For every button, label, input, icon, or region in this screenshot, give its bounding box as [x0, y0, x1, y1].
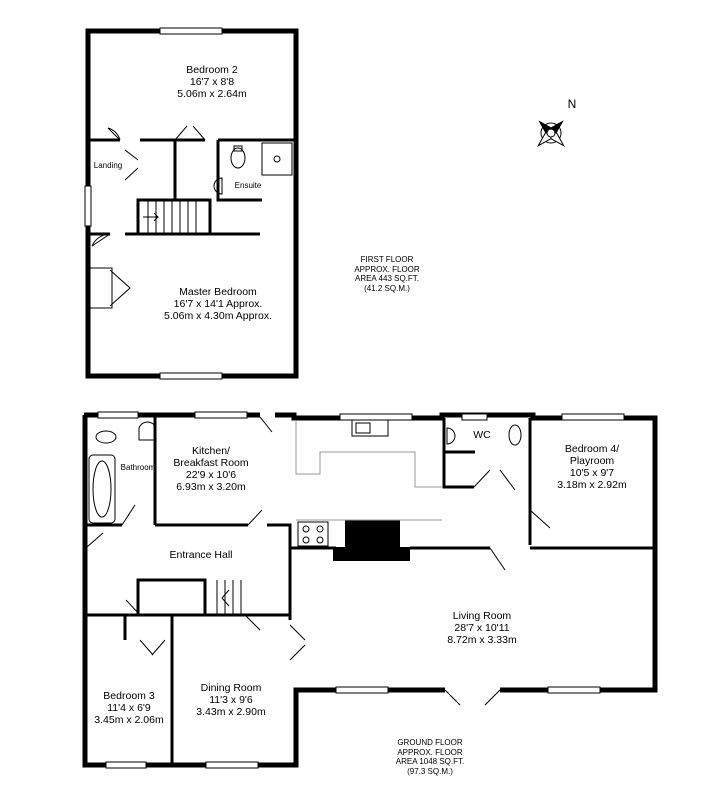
door-swing — [500, 470, 515, 490]
area-note-line: AREA 1048 SQ.FT. — [395, 757, 465, 766]
room-label-living-room — [447, 610, 516, 646]
window — [195, 412, 247, 418]
room-size-metric: 6.93m x 3.20m — [176, 481, 246, 493]
room-label-dining-room — [196, 682, 265, 718]
room-size-imperial: 11'4 x 6'9 — [107, 702, 151, 714]
room-name: Bedroom 4/ — [564, 443, 620, 455]
door-swing — [125, 150, 138, 180]
area-note-line: APPROX. FLOOR — [397, 747, 463, 757]
room-size-metric: 3.18m x 2.92m — [557, 479, 627, 491]
room-size-imperial: 10'5 x 9'7 — [569, 467, 615, 479]
landing-label: Landing — [93, 161, 123, 170]
room-size-metric: 5.06m x 2.64m — [177, 88, 247, 100]
room-name: Dining Room — [200, 682, 262, 694]
understairs-cupboard — [138, 580, 205, 615]
ensuite-label: Ensuite — [234, 181, 262, 190]
door-swing — [108, 128, 120, 140]
room-size-imperial: 16'7 x 8'8 — [189, 76, 235, 88]
toilet-icon — [96, 431, 116, 443]
shower-tray-icon — [262, 143, 292, 175]
sink-bowl — [356, 423, 370, 433]
shower-drain — [274, 156, 280, 162]
front-door-swing — [87, 533, 103, 547]
door-swing — [122, 505, 135, 525]
basin-icon — [447, 428, 455, 444]
room-label-bedroom-4 — [557, 443, 626, 491]
compass-north-label: N — [567, 97, 577, 111]
stair-arrow — [143, 213, 158, 221]
basin-icon — [139, 422, 156, 440]
room-size-metric: 3.45m x 2.06m — [94, 714, 164, 726]
cupboard-door — [140, 640, 165, 655]
area-note-line: (97.3 SQ.M.) — [407, 766, 453, 776]
compass-rose-icon — [535, 117, 566, 148]
hob-ring — [317, 537, 323, 543]
stair-treads — [217, 580, 241, 615]
room-name-line-2: Playroom — [569, 455, 615, 467]
room-size-imperial: 11'3 x 9'6 — [209, 694, 253, 706]
bathroom-label: Bathroom — [120, 463, 156, 472]
room-label-bedroom-3 — [94, 690, 163, 726]
door-swing — [245, 615, 260, 630]
window — [548, 687, 600, 693]
area-note-line: FIRST FLOOR — [360, 255, 414, 264]
bath-basin — [93, 461, 111, 517]
living-room-wall — [267, 525, 654, 548]
wc-label: WC — [473, 429, 491, 441]
room-size-imperial: 16'7 x 14'1 Approx. — [173, 298, 263, 310]
hob-ring — [317, 526, 323, 532]
worktop — [296, 420, 442, 487]
hob-ring — [303, 526, 309, 532]
wardrobe — [90, 268, 112, 308]
room-name: Kitchen/ — [192, 445, 230, 457]
room-size-metric: 8.72m x 3.33m — [447, 634, 517, 646]
area-note-line: GROUND FLOOR — [397, 738, 463, 747]
room-label-master-bedroom — [164, 286, 272, 322]
chimney-breast — [333, 547, 410, 561]
room-name: Bedroom 2 — [186, 64, 238, 76]
window — [462, 414, 487, 420]
door-swing — [260, 417, 272, 432]
hob-icon — [298, 522, 328, 546]
room-size-imperial: 22'9 x 10'6 — [185, 469, 237, 481]
door-swing — [490, 548, 505, 570]
window — [336, 687, 388, 693]
window — [160, 28, 222, 34]
double-door — [290, 625, 305, 660]
door-swing — [92, 234, 110, 246]
window — [98, 412, 138, 418]
room-name: Bedroom 3 — [103, 690, 155, 702]
area-note-line: APPROX. FLOOR — [354, 264, 420, 274]
french-doors — [445, 690, 500, 705]
room-name-line-2: Breakfast Room — [173, 457, 249, 469]
fireplace — [345, 520, 400, 548]
door-swing — [474, 470, 490, 487]
window — [85, 186, 91, 226]
ensuite-wall — [218, 140, 262, 200]
room-label-kitchen — [173, 445, 248, 493]
first-floor-area-note — [354, 255, 419, 293]
room-size-imperial: 28'7 x 10'11 — [454, 622, 510, 634]
wardrobe-doors — [110, 270, 130, 306]
door-swing — [530, 510, 550, 528]
entrance-hall-label: Entrance Hall — [169, 549, 233, 561]
room-name: Living Room — [452, 610, 512, 622]
window — [106, 762, 146, 768]
ground-floor-area-note — [396, 738, 464, 776]
window — [562, 414, 624, 420]
window — [160, 373, 222, 379]
room-name: Master Bedroom — [179, 286, 257, 298]
area-note-line: (41.2 SQ.M.) — [364, 283, 410, 293]
toilet-icon — [509, 425, 521, 445]
room-size-metric: 3.43m x 2.90m — [196, 706, 266, 718]
door-swing — [175, 126, 205, 140]
room-size-metric: 5.06m x 4.30m Approx. — [164, 310, 272, 322]
area-note-line: AREA 443 SQ.FT. — [354, 274, 420, 283]
hob-ring — [303, 537, 309, 543]
window — [206, 762, 258, 768]
window — [340, 414, 412, 420]
room-label-bedroom-2 — [177, 64, 246, 100]
door-swing — [248, 510, 262, 525]
